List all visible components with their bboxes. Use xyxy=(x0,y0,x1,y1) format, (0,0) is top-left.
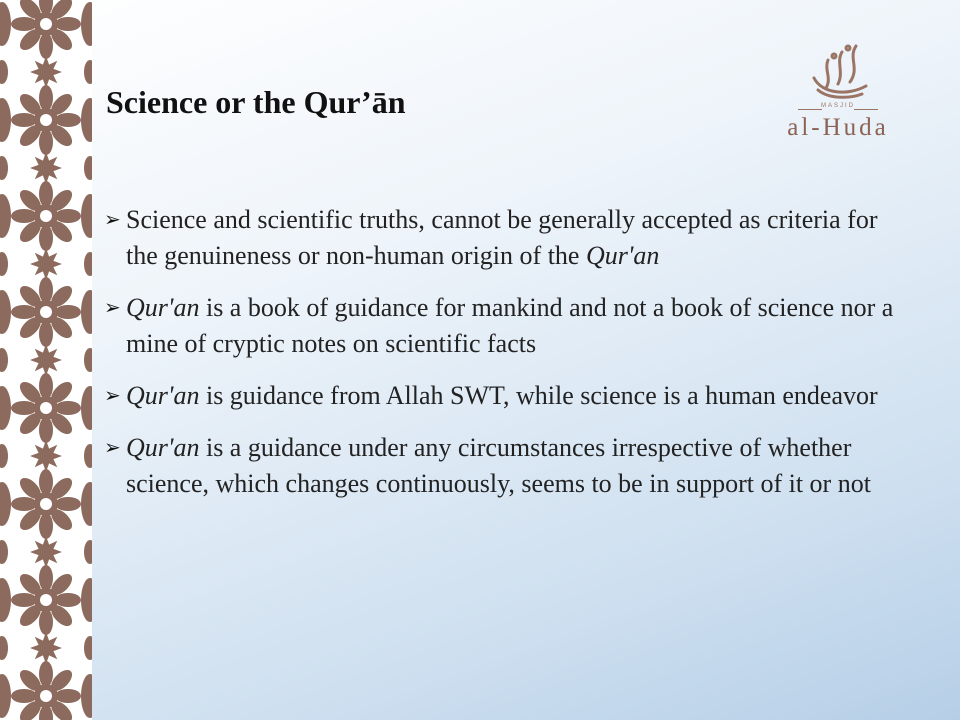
bullet-text: is guidance from Allah SWT, while science is a human endeavor xyxy=(199,381,878,410)
masjid-al-huda-logo xyxy=(778,38,898,150)
italic-term: Qur'an xyxy=(126,433,200,462)
italic-term: Qur'an xyxy=(585,241,660,270)
arrow-bullet-icon: ➢ xyxy=(104,437,121,459)
bullet-list xyxy=(104,202,894,518)
arrow-bullet-icon: ➢ xyxy=(104,385,121,407)
bullet-text: is a guidance under any circumstances irrespective of whether science, which changes continuously, seems to be in support of it or not xyxy=(126,433,871,498)
italic-term: Qur'an xyxy=(126,293,200,322)
logo-rule-left xyxy=(798,109,822,110)
bullet-item xyxy=(104,378,894,414)
bullet-text: is a book of guidance for mankind and not a book of science nor a mine of cryptic notes on scientific facts xyxy=(126,293,894,358)
masjid-al-huda-logo-icon xyxy=(778,38,898,108)
logo-masjid-text: MASJID xyxy=(820,103,855,109)
italic-term: Qur'an xyxy=(126,381,200,410)
bullet-item xyxy=(104,290,894,362)
pattern-graphic xyxy=(0,0,92,720)
islamic-pattern-border xyxy=(0,0,92,720)
logo-rule-right xyxy=(854,109,878,110)
bullet-item xyxy=(104,202,894,274)
arrow-bullet-icon: ➢ xyxy=(104,297,121,319)
slide-title: Science or the Qur’ān xyxy=(106,84,406,120)
bullet-item xyxy=(104,430,894,502)
arrow-bullet-icon: ➢ xyxy=(104,209,121,231)
logo-name-text: al-Huda xyxy=(787,114,889,141)
bullet-text: Science and scientific truths, cannot be generally accepted as criteria for the genuineness or non-human origin of the xyxy=(126,205,878,270)
